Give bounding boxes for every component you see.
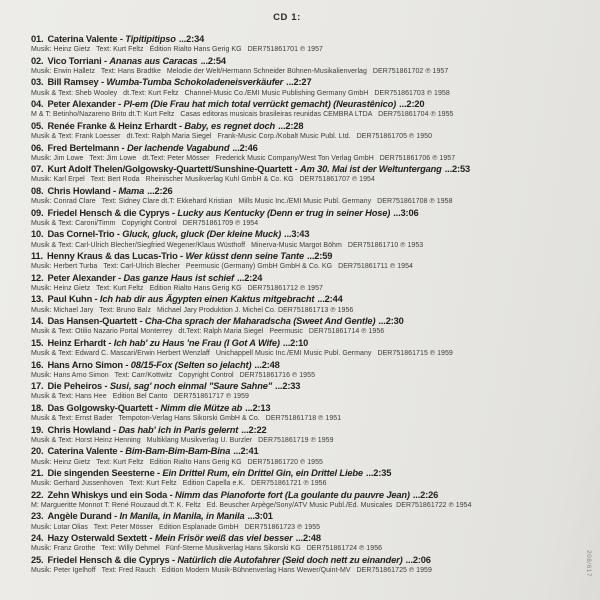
track-title: Bim-Bam-Bim-Bam-Bina [125,446,231,457]
artist-title-separator: - [154,468,163,479]
track-number: 21. [31,468,44,479]
track-main-line [31,33,596,45]
track-credits: Musik: Jim Lowe Text: Jim Lowe dt.Text: Peter Mösser Frederick Music Company/West Ton Verlag GmbH DER751861706 ℗ 1957 [31,154,456,162]
artist-title-separator: - [167,489,176,500]
track-duration: ...2:33 [275,381,301,392]
artist-title-separator: - [169,207,178,218]
track-row [31,185,596,207]
track-artist: Caterina Valente [47,446,118,457]
track-duration: ...2:22 [241,424,267,435]
track-main-line [31,337,596,349]
track-title: Wumba-Tumba Schokoladeneisverkäufer [106,77,284,88]
track-title: Wer küsst denn seine Tante [185,251,304,262]
track-artist: Fred Bertelmann [47,142,120,153]
track-title: Natürlich die Autofahrer (Seid doch nett zu einander) [177,554,403,565]
track-duration: ...2:30 [378,316,404,327]
artist-title-separator: - [102,381,110,392]
track-row [31,293,596,315]
track-main-line [31,445,596,457]
artist-title-separator: - [169,554,178,565]
track-number: 04. [31,99,44,110]
track-duration: ...2:59 [306,251,333,262]
track-title: Mein Frisör weiß das viel besser [154,533,293,544]
track-main-line [31,402,596,414]
track-duration: ...2:48 [295,533,321,544]
track-number: 07. [31,164,44,175]
artist-title-separator: - [98,77,107,88]
track-duration: ...2:10 [282,337,309,348]
track-credits: Musik: Heinz Gietz Text: Kurt Feltz Edition Rialto Hans Gerig KG DER751861712 ℗ 1957 [31,284,323,292]
track-row [31,380,596,402]
track-title: Am 30. Mai ist der Weltuntergang [299,164,442,175]
track-row [31,163,596,185]
track-title: Ein Drittel Rum, ein Drittel Gin, ein Drittel Liebe [162,468,363,479]
track-title: Baby, es regnet doch [184,120,276,131]
track-number: 03. [31,77,44,88]
track-duration: ...2:35 [365,468,392,479]
track-credits: Musik & Text: Caroni/Timm Copyright Control DER751861709 ℗ 1954 [31,219,259,227]
track-duration: ...2:13 [245,402,271,413]
track-duration: ...2:48 [254,359,280,370]
track-credits: M: Margueritte Monnot T: René Rouzaud dt.T: K. Feltz Ed. Beuscher Arpège/Sony/ATV Music Publ./Ed. Musicales DER751861722 ℗ 1954 [31,501,472,509]
artist-title-separator: - [147,533,155,544]
track-duration: ...2:34 [178,34,205,44]
track-number: 25. [31,554,44,565]
track-main-line [31,272,596,284]
track-main-line [31,228,596,240]
track-credits: Musik: Peter Igelhoff Text: Fred Rauch Edition Modern Musik-Bühnenverlag Hans Wewer/Quint-MV DER751861725 ℗ 1959 [31,567,432,575]
track-artist: Paul Kuhn [47,294,93,305]
track-number: 06. [31,142,44,153]
track-row [31,467,596,489]
track-artist: Heinz Erhardt [47,337,106,348]
track-main-line [31,142,596,154]
track-row [31,33,596,55]
track-duration: ...2:24 [236,272,263,283]
track-main-line [31,424,596,436]
track-row [31,554,596,576]
track-title: Der lachende Vagabund [126,142,230,153]
track-artist: Die singenden Seesterne [47,468,155,479]
track-artist: Friedel Hensch & die Cyprys [47,207,170,218]
track-duration: ...2:27 [286,77,312,88]
track-title: In Manila, in Manila, in Manila [119,511,245,522]
track-number: 17. [31,381,44,392]
track-row [31,510,596,532]
track-credits: Musik & Text: Edward C. Mascari/Erwin Herbert Wenzlaff Unichappell Music Inc./EMI Music Publ. Germany DER751861715 ℗ 1959 [31,350,453,358]
track-artist: Henny Kraus & das Lucas-Trio [46,251,178,262]
track-credits: M & T: Betinho/Nazareno Brito dt.T: Kurt Feltz Casas editoras musicais brasileiras reunidas CEMBRA LTDA DER751861704 ℗ 1955 [31,111,454,119]
track-artist: Zehn Whiskys und ein Soda [47,489,168,500]
track-number: 10. [31,229,44,240]
track-title: Tipitipitipso [125,34,176,44]
track-credits: Musik: Erwin Halletz Text: Hans Bradtke Melodie der Welt/Hermann Schneider Bühnen-Musikalienverlag DER751861702 ℗ 1957 [31,67,449,75]
track-row [31,228,596,250]
track-main-line [31,380,596,392]
artist-title-separator: - [101,55,110,66]
track-number: 18. [31,402,44,413]
track-row [31,424,596,446]
track-number: 19. [31,424,44,435]
track-number: 15. [31,337,44,348]
track-duration: ...2:44 [317,294,343,305]
track-row [31,142,596,164]
track-number: 14. [31,316,44,327]
track-duration: ...3:06 [393,207,419,218]
artist-title-separator: - [292,164,300,175]
track-credits: Musik: Hans Arno Simon Text: Carr/Kottwitz Copyright Control DER751861716 ℗ 1955 [31,371,316,379]
track-artist: Caterina Valente [47,34,118,44]
track-artist: Bill Ramsey [47,77,99,88]
track-credits: Musik & Text: Sheb Wooley dt.Text: Kurt Feltz Channel-Music Co./EMI Music Publishing Germany GmbH DER751861703 ℗ 1958 [31,89,450,97]
track-credits: Musik: Lotar Olias Text: Peter Mösser Edition Esplanade GmbH DER751861723 ℗ 1955 [31,523,321,531]
track-row [31,207,596,229]
artist-title-separator: - [152,402,161,413]
track-title: Ananas aus Caracas [109,55,198,66]
track-artist: Chris Howland [47,185,111,196]
track-artist: Renée Franke & Heinz Erhardt [47,120,177,131]
track-duration: ...2:54 [200,55,226,66]
track-artist: Das Golgowsky-Quartett [47,402,153,413]
track-duration: ...2:26 [147,185,173,196]
track-duration: ...2:53 [444,164,471,175]
track-number: 02. [31,55,44,66]
track-credits: Musik: Michael Jary Text: Bruno Balz Michael Jary Produktion J. Michel Co. DER751861713 ℗ 1956 [31,306,354,314]
track-credits: Musik: Heinz Gietz Text: Kurt Feltz Edition Rialto Hans Gerig KG DER751861720 ℗ 1955 [31,458,323,466]
track-number: 16. [31,359,44,370]
track-title: Pl-em (Die Frau hat mich total verrückt gemacht) (Neurastênico) [123,99,397,110]
track-main-line [31,293,596,305]
track-main-line [31,359,596,371]
track-title: Ich hab dir aus Ägypten einen Kaktus mitgebracht [99,294,315,305]
track-artist: Hazy Osterwald Sextett [47,533,148,544]
artist-title-separator: - [110,424,119,435]
track-artist: Die Peheiros [47,381,103,392]
track-number: 12. [31,272,44,283]
track-artist: Peter Alexander [47,272,116,283]
catalog-side-label: 208/617 [585,550,592,577]
artist-title-separator: - [177,251,186,262]
track-title: Susi, sag' noch einmal "Saure Sahne" [109,381,273,392]
track-artist: Hans Arno Simon [47,359,123,370]
track-artist: Peter Alexander [47,99,116,110]
track-number: 24. [31,533,44,544]
track-credits: Musik & Text: Hans Hee Edition Bel Canto DER751861717 ℗ 1959 [31,393,249,401]
artist-title-separator: - [114,229,123,240]
track-number: 23. [31,511,44,522]
artist-title-separator: - [115,272,124,283]
track-artist: Kurt Adolf Thelen/Golgowsky-Quartett/Sunshine-Quartett [47,164,293,175]
track-row [31,272,596,294]
track-artist: Friedel Hensch & die Cyprys [47,554,170,565]
track-title: 08/15-Fox (Selten so jelacht) [130,359,252,370]
track-row [31,250,596,272]
track-credits: Musik: Conrad Clare Text: Sidney Clare dt.T: Ekkehard Kristian Mills Music Inc./EMI Music Publ. Germany DER751861708 ℗ 1958 [31,198,453,206]
track-main-line [31,532,596,544]
artist-title-separator: - [115,99,124,110]
track-main-line [31,120,596,132]
track-row [31,315,596,337]
track-credits: Musik & Text: Carl-Ulrich Blecher/Siegfried Wegener/Klaus Wüsthoff Minerva-Music Margot Böhm DER751861710 ℗ 1953 [31,241,424,249]
track-main-line [31,510,596,522]
track-main-line [31,163,596,175]
track-number: 01. [31,34,44,44]
tracklist [31,33,596,576]
track-title: Das ganze Haus ist schief [123,272,234,283]
track-title: Mama [118,185,145,196]
track-credits: Musik: Herbert Turba Text: Carl-Ulrich Blecher Peermusic (Germany) GmbH GmbH & Co. KG DER751861711 ℗ 1954 [31,263,413,271]
track-main-line [31,76,596,88]
track-row [31,337,596,359]
track-credits: Musik & Text: Frank Loesser dt.Text: Ralph Maria Siegel Frank-Music Corp./Kobalt Music Publ. Ltd. DER751861705 ℗ 1950 [31,133,433,141]
track-artist: Das Cornel-Trio [47,229,115,240]
track-duration: ...2:46 [232,142,258,153]
track-number: 13. [31,294,44,305]
track-number: 09. [31,207,44,218]
track-main-line [31,207,596,219]
track-artist: Das Hansen-Quartett [47,316,138,327]
artist-title-separator: - [105,337,114,348]
artist-title-separator: - [111,511,120,522]
track-artist: Angèle Durand [47,511,112,522]
track-number: 11. [31,251,43,262]
track-number: 20. [31,446,44,457]
track-main-line [31,467,596,479]
track-credits: Musik: Heinz Gietz Text: Kurt Feltz Édition Rialto Hans Gerig KG DER751861701 ℗ 1957 [31,46,323,54]
track-duration: ...3:01 [247,511,273,522]
track-main-line [31,315,596,327]
artist-title-separator: - [119,142,127,153]
track-artist: Vico Torriani [47,55,102,66]
track-credits: Musik & Text: Horst Heinz Henning Multiklang Musikverlag U. Burzler DER751861719 ℗ 1959 [31,436,334,444]
track-number: 05. [31,120,44,131]
track-artist: Chris Howland [47,424,111,435]
track-row [31,402,596,424]
track-title: Nimm die Mütze ab [160,402,243,413]
track-row [31,359,596,381]
track-main-line [31,98,596,110]
artist-title-separator: - [110,185,119,196]
track-title: Das hab' ich in Paris gelernt [118,424,239,435]
track-title: Ich hab' zu Haus 'ne Frau (I Got A Wife) [113,337,280,348]
artist-title-separator: - [92,294,100,305]
track-row [31,98,596,120]
track-duration: ...2:06 [405,554,431,565]
artist-title-separator: - [117,446,126,457]
track-credits: Musik: Gerhard Jussenhoven Text: Kurt Feltz Edition Capella e.K. DER751861721 ℗ 1956 [31,480,327,488]
track-credits: Musik & Text: Ernst Bader Tempoton-Verlag Hans Sikorski GmbH & Co. DER751861718 ℗ 1951 [31,415,342,423]
track-main-line [31,55,596,67]
track-title: Nimm das Pianoforte fort (La goulante du pauvre Jean) [175,489,410,500]
track-credits: Musik: Karl Erpel Text: Bert Roda Rheinischer Musikverlag Kuhl GmbH & Co. KG DER751861707 ℗ 1954 [31,176,375,184]
track-main-line [31,250,596,262]
page-title: CD 1: [273,12,301,23]
artist-title-separator: - [117,34,126,44]
track-row [31,445,596,467]
artist-title-separator: - [122,359,131,370]
track-title: Gluck, gluck, gluck (Der kleine Muck) [122,229,282,240]
artist-title-separator: - [137,316,145,327]
track-title: Lucky aus Kentucky (Denn er trug in seiner Hose) [177,207,391,218]
track-duration: ...2:20 [399,99,425,110]
track-credits: Musik & Text: Otilio Nazario Portal Monterrey dt.Text: Ralph Maria Siegel Peermusic DER751861714 ℗ 1956 [31,328,385,336]
track-number: 08. [31,185,44,196]
track-main-line [31,185,596,197]
track-row [31,532,596,554]
track-duration: ...2:26 [412,489,439,500]
track-row [31,55,596,77]
track-main-line [31,554,596,566]
track-title: Cha-Cha sprach der Maharadscha (Sweet And Gentle) [144,316,376,327]
track-duration: ...2:28 [278,120,304,131]
track-number: 22. [31,489,44,500]
track-row [31,120,596,142]
track-duration: ...3:43 [284,229,310,240]
track-duration: ...2:41 [233,446,259,457]
track-credits: Musik: Franz Grothe Text: Willy Dehmel Fünf-Sterne Musikverlag Hans Sikorski KG DER751861724 ℗ 1956 [31,545,383,553]
track-row [31,489,596,511]
track-row [31,76,596,98]
artist-title-separator: - [176,120,185,131]
track-main-line [31,489,596,501]
